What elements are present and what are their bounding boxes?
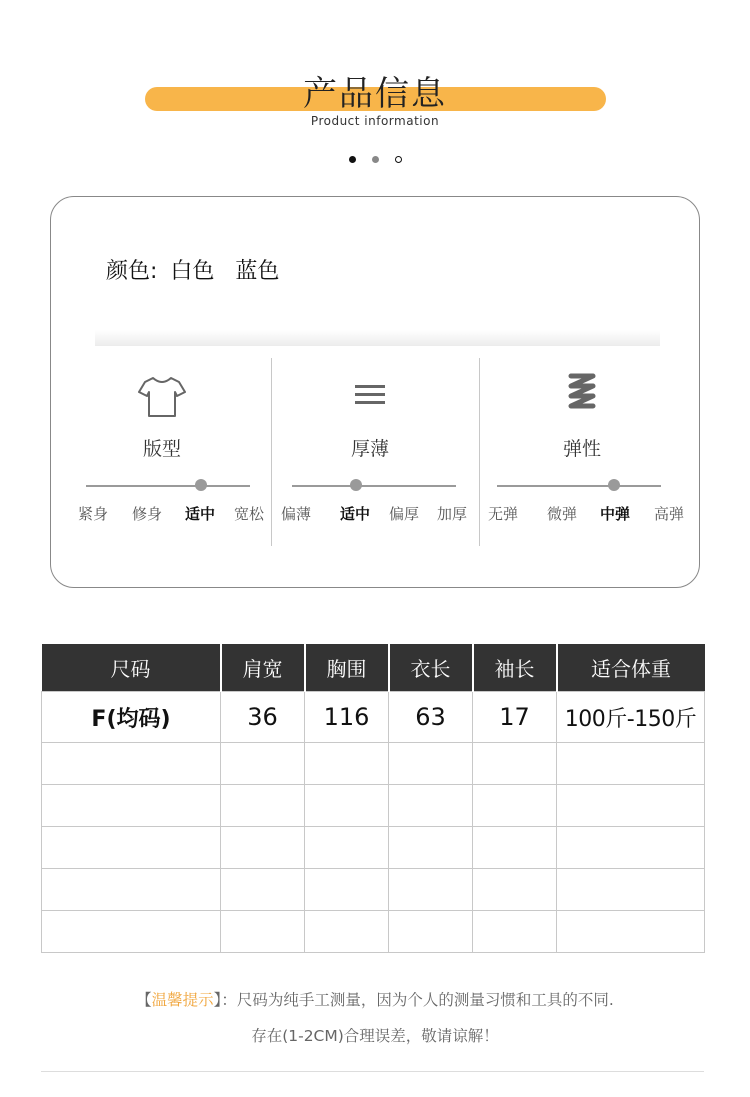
attribute-label: 厚薄 xyxy=(350,438,389,460)
elasticity-scale-knob xyxy=(608,479,620,491)
table-cell: 100斤-150斤 xyxy=(557,692,705,743)
header-chest: 胸围 xyxy=(305,644,389,692)
dot-filled-black xyxy=(349,156,356,163)
measurement-note xyxy=(0,988,750,1010)
size-table xyxy=(41,644,705,953)
table-cell: F(均码) xyxy=(42,692,221,743)
table-row-empty xyxy=(42,911,705,953)
table-cell: 63 xyxy=(389,692,473,743)
layers-icon xyxy=(345,370,395,420)
table-row xyxy=(42,692,705,743)
thickness-option: 偏厚 xyxy=(388,505,420,523)
table-row-empty xyxy=(42,827,705,869)
color-info xyxy=(106,254,279,285)
elasticity-option: 无弹 xyxy=(487,505,519,523)
column-divider xyxy=(479,358,480,546)
fit-scale-track xyxy=(86,485,250,487)
color-options: 白色 蓝色 xyxy=(170,259,280,284)
tip-bracket-open: 【 xyxy=(136,991,152,1009)
header-shoulder: 肩宽 xyxy=(221,644,305,692)
page-subtitle: Product information xyxy=(310,114,440,128)
table-row-empty xyxy=(42,785,705,827)
thickness-option: 偏薄 xyxy=(280,505,312,523)
spring-icon xyxy=(557,370,607,420)
header-length: 衣长 xyxy=(389,644,473,692)
elasticity-option: 高弹 xyxy=(653,505,685,523)
note-line-2: 存在(1-2CM)合理误差，敬请谅解！ xyxy=(251,1027,499,1045)
thickness-scale-knob xyxy=(350,479,362,491)
attribute-elasticity xyxy=(492,370,672,461)
thickness-scale-track xyxy=(292,485,456,487)
dot-outline xyxy=(395,156,402,163)
tshirt-icon xyxy=(137,370,187,420)
fit-scale-knob xyxy=(195,479,207,491)
column-divider xyxy=(271,358,272,546)
attribute-fit xyxy=(72,370,252,461)
tip-bracket-close: 】 xyxy=(213,991,222,1009)
tip-label: 温馨提示 xyxy=(151,991,214,1009)
table-cell: 36 xyxy=(221,692,305,743)
fit-option: 适中 xyxy=(184,505,216,523)
fit-option: 紧身 xyxy=(77,505,109,523)
table-header-row xyxy=(42,644,705,692)
elasticity-option: 微弹 xyxy=(546,505,578,523)
page-title: 产品信息 xyxy=(303,74,447,114)
header-size: 尺码 xyxy=(42,644,221,692)
section-divider-shadow xyxy=(95,330,660,346)
header-sleeve: 袖长 xyxy=(473,644,557,692)
table-row-empty xyxy=(42,869,705,911)
thickness-option: 加厚 xyxy=(436,505,468,523)
attribute-label: 弹性 xyxy=(562,438,601,460)
elasticity-scale-track xyxy=(497,485,661,487)
bottom-divider xyxy=(41,1071,704,1072)
table-row-empty xyxy=(42,743,705,785)
color-label: 颜色: xyxy=(106,259,158,284)
thickness-option: 适中 xyxy=(339,505,371,523)
table-cell: 17 xyxy=(473,692,557,743)
pagination-dots xyxy=(0,156,750,163)
attribute-thickness xyxy=(280,370,460,461)
note-line-1: ：尺码为纯手工测量，因为个人的测量习惯和工具的不同. xyxy=(221,991,614,1009)
elasticity-option: 中弹 xyxy=(599,505,631,523)
dot-filled-gray xyxy=(372,156,379,163)
fit-option: 宽松 xyxy=(233,505,265,523)
fit-option: 修身 xyxy=(131,505,163,523)
header-weight: 适合体重 xyxy=(557,644,705,692)
attribute-label: 版型 xyxy=(142,438,181,460)
table-cell: 116 xyxy=(305,692,389,743)
